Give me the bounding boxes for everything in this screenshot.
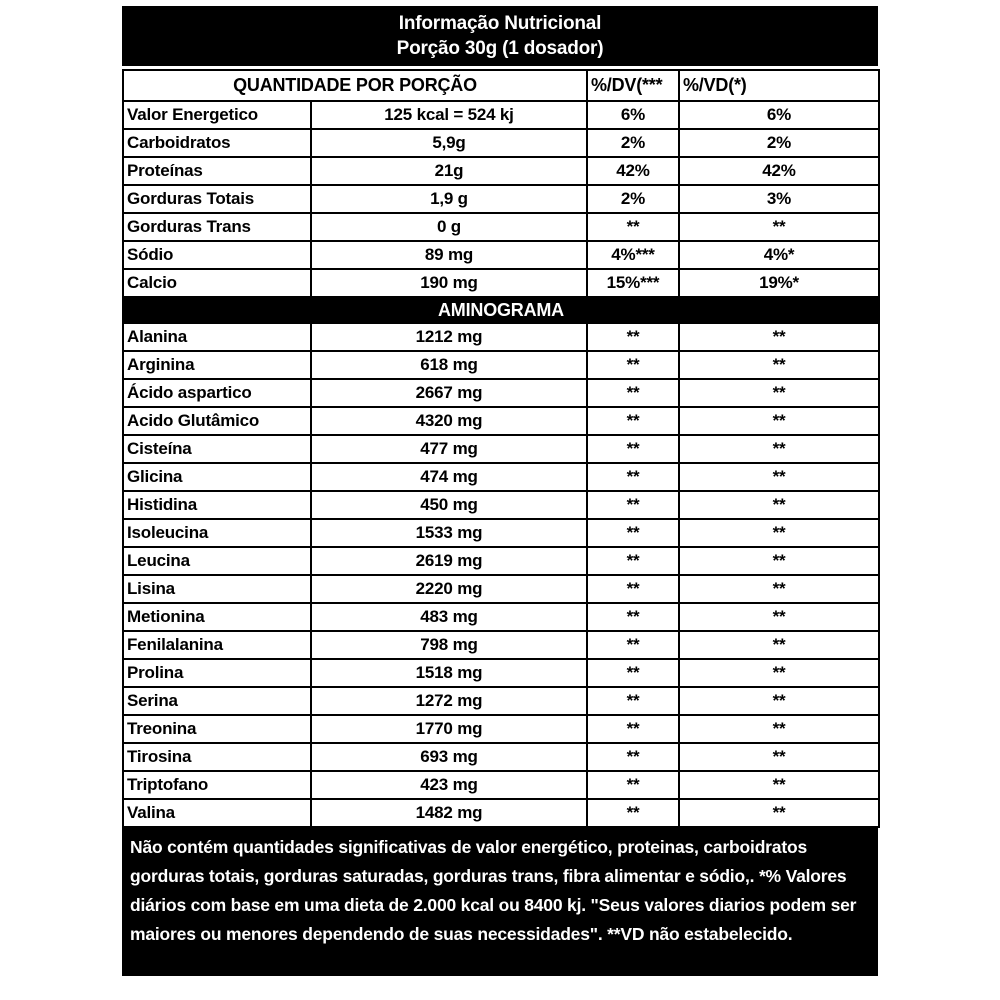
row-vd-percent: **: [679, 659, 879, 687]
row-vd-percent: **: [679, 575, 879, 603]
row-vd-percent: **: [679, 323, 879, 351]
table-row: [123, 743, 879, 771]
row-vd-percent: 6%: [679, 101, 879, 129]
table-row: [123, 351, 879, 379]
row-value: 1518 mg: [311, 659, 587, 687]
table-row: [123, 269, 879, 297]
row-value: 21g: [311, 157, 587, 185]
nutrition-table: [122, 69, 880, 828]
row-value: 798 mg: [311, 631, 587, 659]
row-dv-percent: **: [587, 743, 679, 771]
row-value: 474 mg: [311, 463, 587, 491]
row-vd-percent: **: [679, 743, 879, 771]
table-row: [123, 575, 879, 603]
row-label: Histidina: [123, 491, 311, 519]
aminogram-section-header-row: [123, 297, 879, 323]
row-label: Valor Energetico: [123, 101, 311, 129]
table-row: [123, 323, 879, 351]
row-dv-percent: **: [587, 575, 679, 603]
row-label: Tirosina: [123, 743, 311, 771]
row-dv-percent: **: [587, 519, 679, 547]
row-value: 1533 mg: [311, 519, 587, 547]
row-vd-percent: **: [679, 379, 879, 407]
row-label: Carboidratos: [123, 129, 311, 157]
row-label: Isoleucina: [123, 519, 311, 547]
label-title: Informação Nutricional: [398, 12, 602, 34]
row-dv-percent: 4%***: [587, 241, 679, 269]
row-vd-percent: **: [679, 519, 879, 547]
row-value: 477 mg: [311, 435, 587, 463]
row-dv-percent: **: [587, 323, 679, 351]
row-vd-percent: **: [679, 435, 879, 463]
row-label: Arginina: [123, 351, 311, 379]
row-value: 423 mg: [311, 771, 587, 799]
row-vd-percent: 42%: [679, 157, 879, 185]
table-row: [123, 799, 879, 827]
row-vd-percent: **: [679, 407, 879, 435]
table-row: [123, 407, 879, 435]
row-value: 89 mg: [311, 241, 587, 269]
row-dv-percent: **: [587, 407, 679, 435]
row-dv-percent: **: [587, 547, 679, 575]
row-value: 2667 mg: [311, 379, 587, 407]
label-header: [122, 6, 878, 66]
table-row: [123, 687, 879, 715]
table-row: [123, 101, 879, 129]
row-vd-percent: 4%*: [679, 241, 879, 269]
row-dv-percent: **: [587, 379, 679, 407]
row-label: Cisteína: [123, 435, 311, 463]
row-value: 1,9 g: [311, 185, 587, 213]
row-label: Fenilalanina: [123, 631, 311, 659]
table-row: [123, 185, 879, 213]
row-label: Ácido aspartico: [123, 379, 311, 407]
table-row: [123, 491, 879, 519]
row-value: 450 mg: [311, 491, 587, 519]
aminogram-rows: [123, 323, 879, 827]
row-dv-percent: 6%: [587, 101, 679, 129]
row-vd-percent: **: [679, 547, 879, 575]
row-vd-percent: **: [679, 687, 879, 715]
column-header-row: [123, 70, 879, 101]
nutrient-rows: [123, 101, 879, 297]
table-row: [123, 463, 879, 491]
row-value: 483 mg: [311, 603, 587, 631]
row-label: Valina: [123, 799, 311, 827]
row-label: Sódio: [123, 241, 311, 269]
footnote-text: Não contém quantidades significativas de valor energético, proteinas, carboidratos gorduras totais, gorduras saturadas, gorduras trans, fibra alimentar e sódio,. *% Valores diários com base em uma dieta de 2.000 kcal ou 8400 kj. "Seus valores diarios podem ser maiores ou menores dependendo de suas necessidades". **VD não estabelecido.: [122, 828, 878, 976]
row-dv-percent: **: [587, 687, 679, 715]
table-row: [123, 241, 879, 269]
table-row: [123, 603, 879, 631]
row-label: Lisina: [123, 575, 311, 603]
table-row: [123, 771, 879, 799]
row-dv-percent: **: [587, 491, 679, 519]
row-dv-percent: 15%***: [587, 269, 679, 297]
row-dv-percent: **: [587, 351, 679, 379]
table-row: [123, 715, 879, 743]
row-value: 1272 mg: [311, 687, 587, 715]
row-dv-percent: **: [587, 659, 679, 687]
row-value: 2220 mg: [311, 575, 587, 603]
table-row: [123, 547, 879, 575]
row-dv-percent: **: [587, 799, 679, 827]
row-vd-percent: **: [679, 603, 879, 631]
row-label: Leucina: [123, 547, 311, 575]
row-dv-percent: **: [587, 435, 679, 463]
row-vd-percent: **: [679, 463, 879, 491]
row-value: 5,9g: [311, 129, 587, 157]
column-header-quantity: QUANTIDADE POR PORÇÃO: [123, 70, 587, 101]
row-dv-percent: **: [587, 213, 679, 241]
row-label: Glicina: [123, 463, 311, 491]
row-vd-percent: **: [679, 771, 879, 799]
row-label: Acido Glutâmico: [123, 407, 311, 435]
row-value: 693 mg: [311, 743, 587, 771]
row-label: Treonina: [123, 715, 311, 743]
row-dv-percent: 2%: [587, 185, 679, 213]
row-label: Gorduras Totais: [123, 185, 311, 213]
aminogram-section-title: AMINOGRAMA: [123, 297, 879, 323]
table-row: [123, 213, 879, 241]
row-dv-percent: 42%: [587, 157, 679, 185]
row-vd-percent: **: [679, 213, 879, 241]
row-vd-percent: 3%: [679, 185, 879, 213]
row-value: 190 mg: [311, 269, 587, 297]
row-vd-percent: **: [679, 631, 879, 659]
row-dv-percent: 2%: [587, 129, 679, 157]
row-value: 0 g: [311, 213, 587, 241]
table-row: [123, 129, 879, 157]
row-value: 618 mg: [311, 351, 587, 379]
row-label: Gorduras Trans: [123, 213, 311, 241]
row-dv-percent: **: [587, 771, 679, 799]
row-label: Metionina: [123, 603, 311, 631]
table-row: [123, 157, 879, 185]
row-label: Alanina: [123, 323, 311, 351]
row-value: 2619 mg: [311, 547, 587, 575]
row-label: Prolina: [123, 659, 311, 687]
row-value: 1770 mg: [311, 715, 587, 743]
row-vd-percent: 2%: [679, 129, 879, 157]
row-value: 4320 mg: [311, 407, 587, 435]
row-dv-percent: **: [587, 463, 679, 491]
row-value: 1212 mg: [311, 323, 587, 351]
column-header-dv: %/DV(***: [587, 70, 679, 101]
row-value: 125 kcal = 524 kj: [311, 101, 587, 129]
table-row: [123, 631, 879, 659]
row-label: Serina: [123, 687, 311, 715]
row-vd-percent: **: [679, 715, 879, 743]
table-row: [123, 435, 879, 463]
row-dv-percent: **: [587, 603, 679, 631]
table-row: [123, 519, 879, 547]
table-row: [123, 659, 879, 687]
nutrition-label: [122, 6, 878, 976]
row-dv-percent: **: [587, 631, 679, 659]
row-label: Triptofano: [123, 771, 311, 799]
row-value: 1482 mg: [311, 799, 587, 827]
row-label: Proteínas: [123, 157, 311, 185]
row-dv-percent: **: [587, 715, 679, 743]
row-vd-percent: 19%*: [679, 269, 879, 297]
column-header-vd: %/VD(*): [679, 70, 879, 101]
row-label: Calcio: [123, 269, 311, 297]
table-row: [123, 379, 879, 407]
row-vd-percent: **: [679, 491, 879, 519]
row-vd-percent: **: [679, 799, 879, 827]
row-vd-percent: **: [679, 351, 879, 379]
label-serving-size: Porção 30g (1 dosador): [396, 37, 604, 59]
